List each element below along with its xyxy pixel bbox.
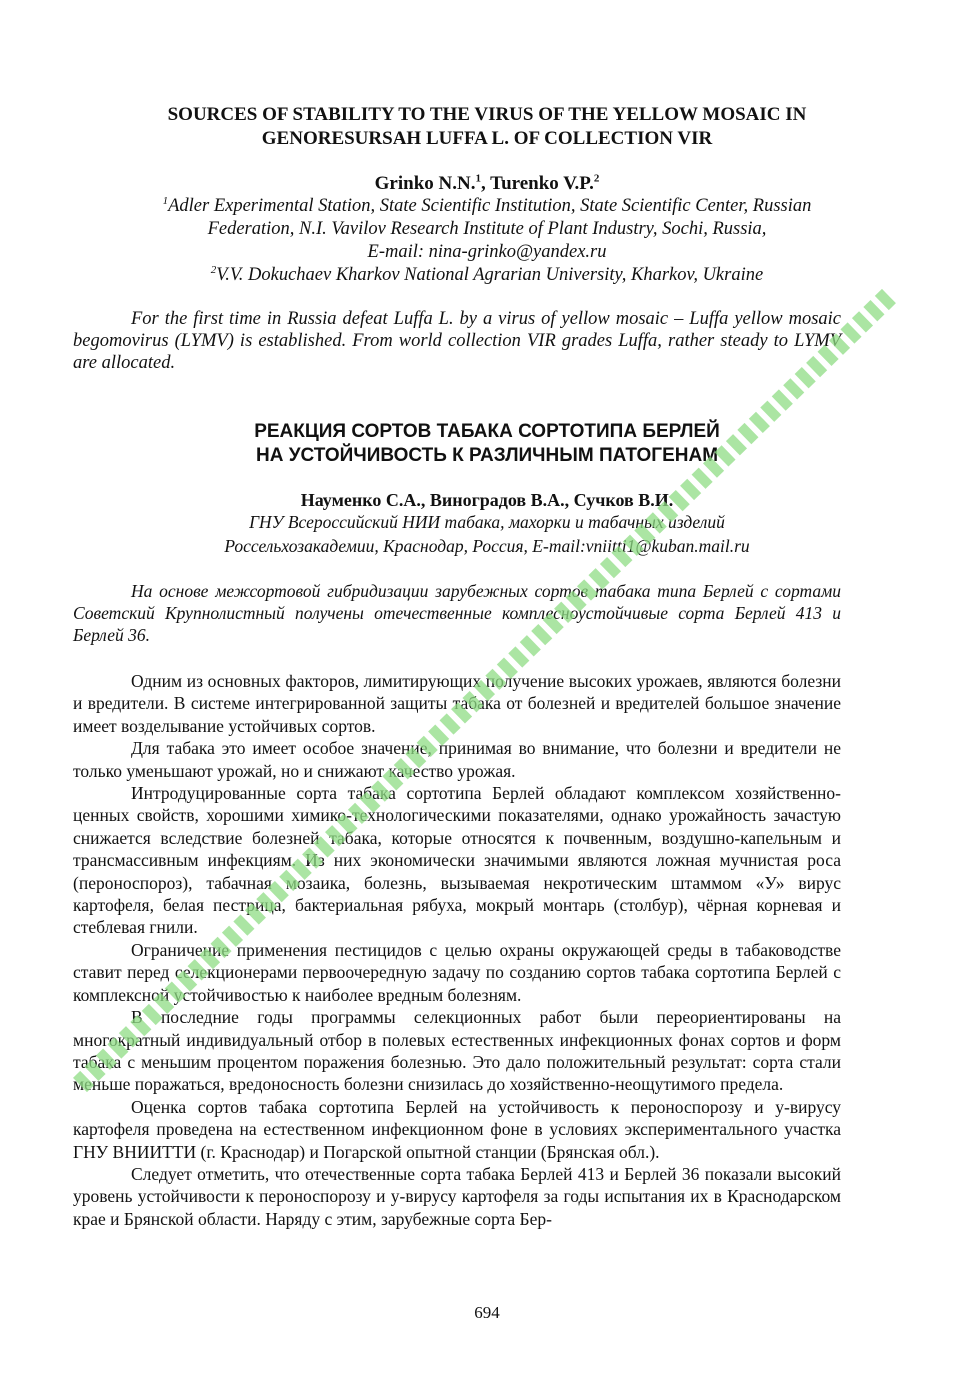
affiliation-2 <box>80 264 894 287</box>
body-paragraph: Для табака это имеет особое значение, принимая во внимание, что болезни и вредители не только уменьшают урожай, но и снижают качество урожая. <box>73 738 841 781</box>
russian-affiliation <box>80 510 894 558</box>
russian-title-line1: РЕАКЦИЯ СОРТОВ ТАБАКА СОРТОТИПА БЕРЛЕЙ <box>254 421 720 442</box>
body-paragraph: Интродуцированные сорта табака сортотипа Берлей обладают комплексом хозяйственно-ценных свойств, хорошими химико-технологическими показателями, однако урожайность зачастую снижается вследствие болезней табака, которые относятся к почвенным, воздушно-капельным и трансмассивным инфекциям. Из них экономически значимыми являются ложная мучнистая роса (пероноспороз), табачная мозаика, болезнь, вызываемая некротическим штаммом «У» вирус картофеля, белая пестрица, бактериальная рябуха, мокрый монтарь (столбур), чёрная корневая и стеблевая гнили. <box>73 783 841 938</box>
english-authors <box>80 172 894 196</box>
english-abstract: For the first time in Russia defeat Luffa L. by a virus of yellow mosaic – Luffa yellow mosaic begomovirus (LYMV) is established. From world collection VIR grades Luffa, rather steady to LYMV are allocated. <box>73 309 841 373</box>
russian-authors: Науменко С.А., Виноградов В.А., Сучков В.И. <box>300 490 674 510</box>
affiliation-1-superscript: 1 <box>162 194 169 207</box>
english-title-line2: GENORESURSAH LUFFA L. OF COLLECTION VIR <box>261 128 713 149</box>
affiliation-1-line1 <box>80 195 894 218</box>
author-2: Turenko V.P. <box>490 173 594 194</box>
body-paragraph: Следует отметить, что отечественные сорта табака Берлей 413 и Берлей 36 показали высокий уровень устойчивости к пероноспорозу и у-вирусу картофеля за годы испытания их в Краснодарском крае и Брянской области. Наряду с этим, зарубежные сорта Бер- <box>73 1163 841 1229</box>
body-paragraph: Одним из основных факторов, лимитирующих получение высоких урожаев, являются болезни и вредители. В системе интегрированной защиты табака от болезней и вредителей большое значение имеет возделывание устойчивых сортов. <box>73 671 841 736</box>
body-paragraph: Ограничение применения пестицидов с целью охраны окружающей среды в табаководстве ставит перед селекционерами первоочередную задачу по созданию сортов табака сортотипа Берлей с комплексной устойчивостью к наиболее вредным болезням. <box>73 939 841 1005</box>
author-1: Grinko N.N. <box>374 173 476 194</box>
english-title <box>80 103 894 151</box>
russian-affiliation-line2: Россельхозакадемии, Краснодар, Россия, E-mail:vniitti1@kuban.mail.ru <box>224 536 750 556</box>
affiliation-2-text: V.V. Dokuchaev Kharkov National Agrarian University, Kharkov, Ukraine <box>216 265 764 285</box>
english-email: E-mail: nina-grinko@yandex.ru <box>367 242 607 262</box>
author-2-superscript: 2 <box>593 172 600 185</box>
page-number: 694 <box>474 1303 500 1322</box>
russian-affiliation-line1: ГНУ Всероссийский НИИ табака, махорки и табачных изделий <box>249 512 725 532</box>
russian-title <box>80 420 894 468</box>
body-paragraph: В последние годы программы селекционных работ были переориентированы на многократный индивидуальный отбор в полевых естественных инфекционных фонах сортов и форм табака с меньшим процентом поражения болезнью. Это дало положительный результат: сорта стали меньше поражаться, вредоносность болезни снизилась до хозяйственно-неощутимого предела. <box>73 1007 841 1095</box>
english-affiliations <box>80 195 894 287</box>
english-title-line1: SOURCES OF STABILITY TO THE VIRUS OF THE YELLOW MOSAIC IN <box>167 104 807 125</box>
body-text <box>73 670 841 1230</box>
author-1-superscript: 1 <box>475 172 481 185</box>
affiliation-2-superscript: 2 <box>210 263 217 276</box>
body-paragraph: Оценка сортов табака сортотипа Берлей на устойчивость к пероноспорозу и у-вирусу картофеля проведена на естественном инфекционном фоне в условиях экспериментального участка ГНУ ВНИИТТИ (г. Краснодар) и Погарской опытной станции (Брянская обл.). <box>73 1096 841 1162</box>
affiliation-1-text: Adler Experimental Station, State Scientific Institution, State Scientific Center, Russian <box>168 196 812 216</box>
russian-title-line2: НА УСТОЙЧИВОСТЬ К РАЗЛИЧНЫМ ПАТОГЕНАМ <box>255 445 719 466</box>
russian-abstract: На основе межсортовой гибридизации зарубежных сортов табака типа Берлей с сортами Советский Крупнолистный получены отечественные комплесноустойчивые сорта Берлей 413 и Берлей 36. <box>73 581 841 645</box>
author-separator: , <box>480 173 491 194</box>
affiliation-1-line2: Federation, N.I. Vavilov Research Institute of Plant Industry, Sochi, Russia, <box>207 219 767 239</box>
